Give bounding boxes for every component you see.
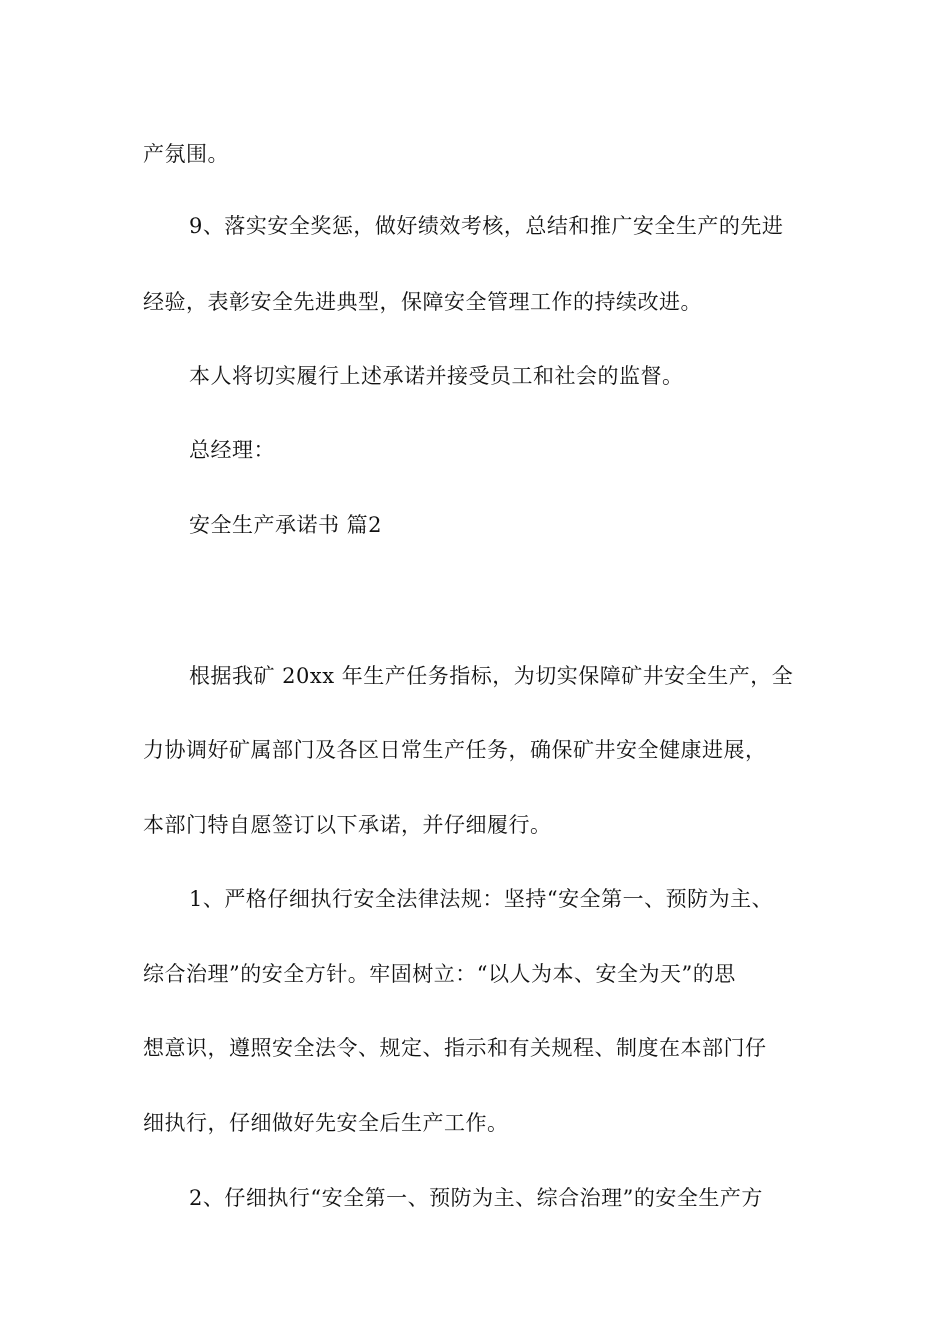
text-line: 产氛围。 [143, 142, 229, 166]
text-line: 综合治理”的安全方针。牢固树立：“以人为本、安全为天”的思 [143, 962, 736, 986]
text-line: 本部门特自愿签订以下承诺，并仔细履行。 [143, 813, 552, 837]
text-line: 经验，表彰安全先进典型，保障安全管理工作的持续改进。 [143, 290, 702, 314]
text-line: 9、落实安全奖惩，做好绩效考核，总结和推广安全生产的先进 [189, 214, 784, 238]
text-line: 2、仔细执行“安全第一、预防为主、综合治理”的安全生产方 [189, 1186, 763, 1210]
section-heading: 安全生产承诺书 篇2 [189, 513, 383, 537]
text-line: 细执行，仔细做好先安全后生产工作。 [143, 1111, 509, 1135]
text-line: 想意识，遵照安全法令、规定、指示和有关规程、制度在本部门仔 [143, 1036, 767, 1060]
text-line: 1、严格仔细执行安全法律法规：坚持“安全第一、预防为主、 [189, 887, 774, 911]
signature-label: 总经理： [189, 438, 275, 462]
text-line: 力协调好矿属部门及各区日常生产任务，确保矿井安全健康进展， [143, 738, 767, 762]
text-line: 本人将切实履行上述承诺并接受员工和社会的监督。 [189, 364, 684, 388]
text-line: 根据我矿 20xx 年生产任务指标，为切实保障矿井安全生产，全 [189, 664, 794, 688]
